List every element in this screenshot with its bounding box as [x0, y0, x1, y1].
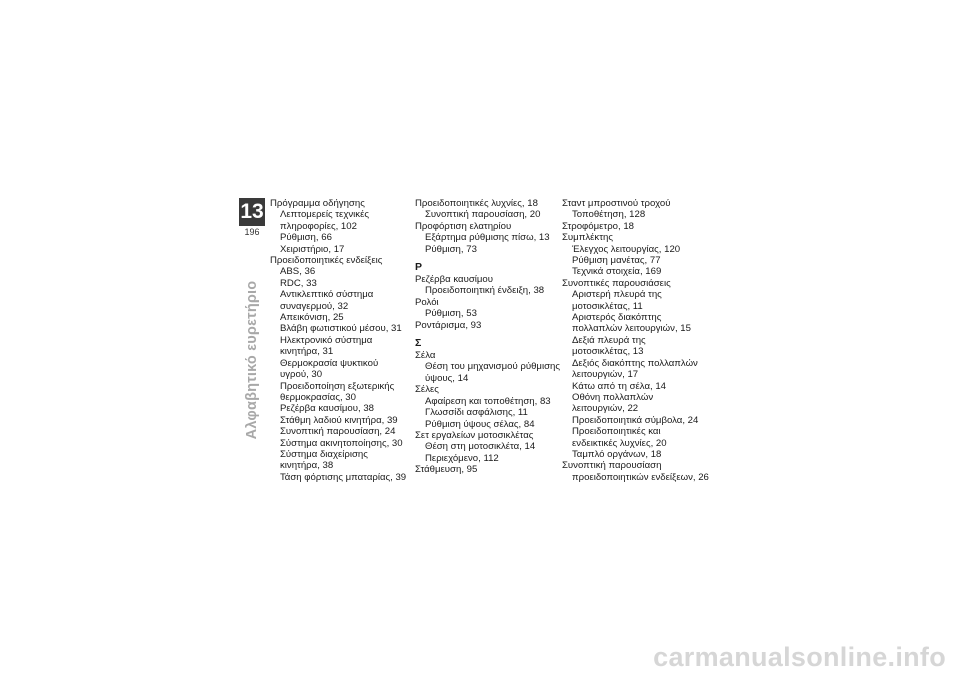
- index-subentry: υγρού, 30: [280, 369, 323, 381]
- index-subentry: Βλάβη φωτιστικού μέσου, 31: [280, 323, 402, 335]
- index-subentry: Θερμοκρασία ψυκτικού: [280, 357, 379, 369]
- index-subentry: Οθόνη πολλαπλών: [572, 391, 654, 403]
- index-subentry: μοτοσικλέτας, 11: [572, 300, 643, 312]
- index-column-2: [415, 198, 565, 476]
- index-subentry: συναγερμού, 32: [280, 300, 349, 312]
- index-subentry: Σύστημα ακινητοποίησης, 30: [280, 437, 403, 449]
- index-subentry: Απεικόνιση, 25: [280, 312, 344, 324]
- index-subentry: Συνοπτική παρουσίαση, 24: [280, 426, 396, 438]
- index-column-3: [562, 198, 722, 483]
- index-entry: Πρόγραμμα οδήγησης: [270, 198, 365, 209]
- index-subentry: Προειδοποιητική ένδειξη, 38: [425, 285, 545, 297]
- index-subentry: Ρύθμιση ύψους σέλας, 84: [425, 418, 535, 430]
- chapter-number: 13: [239, 198, 265, 226]
- index-entry: Ρεζέρβα καυσίμου: [415, 274, 494, 286]
- index-entry: Προειδοποιητικές λυχνίες, 18: [415, 198, 538, 209]
- index-subentry: ABS, 36: [280, 266, 316, 278]
- index-subentry: Δεξιά πλευρά της: [572, 334, 646, 346]
- index-subentry: Προειδοποίηση εξωτερικής: [280, 380, 395, 392]
- index-subentry: Ηλεκτρονικό σύστημα: [280, 334, 373, 346]
- index-entry: Ρολόι: [415, 296, 439, 308]
- index-subentry: Ρεζέρβα καυσίμου, 38: [280, 403, 375, 415]
- index-subentry: Σύστημα διαχείρισης: [280, 448, 368, 460]
- index-subentry: Περιεχόμενο, 112: [425, 452, 499, 464]
- index-entry: Σέλα: [415, 350, 436, 362]
- watermark-link[interactable]: carmanualsonline.info: [653, 642, 946, 672]
- index-subentry: Προειδοποιητικά σύμβολα, 24: [572, 414, 699, 426]
- index-subentry: Λεπτομερείς τεχνικές: [280, 209, 369, 221]
- index-subentry: Αφαίρεση και τοποθέτηση, 83: [425, 395, 551, 407]
- index-subentry: Εξάρτημα ρύθμισης πίσω, 13: [425, 232, 550, 244]
- index-subentry: Χειριστήριο, 17: [280, 243, 345, 255]
- index-subentry: λειτουργιών, 17: [572, 369, 639, 381]
- index-subentry: RDC, 33: [280, 277, 317, 289]
- index-subentry: κινητήρα, 38: [280, 460, 334, 472]
- index-subentry: Αριστερός διακόπτης: [572, 312, 662, 324]
- index-entry: Συνοπτικές παρουσιάσεις: [562, 277, 671, 289]
- index-letter-heading: Ρ: [415, 261, 423, 274]
- index-entry: Σέλες: [415, 384, 439, 396]
- index-subentry: κινητήρα, 31: [280, 346, 334, 358]
- index-subentry: Αντικλεπτικό σύστημα: [280, 289, 374, 301]
- index-subentry: Προειδοποιητικές και: [572, 426, 661, 438]
- index-subentry: Συνοπτική παρουσίαση, 20: [425, 209, 541, 221]
- page-number: 196: [244, 227, 260, 237]
- index-column-1: [270, 198, 410, 483]
- index-subentry: Ταμπλό οργάνων, 18: [572, 448, 662, 460]
- index-entry: Προειδοποιητικές ενδείξεις: [270, 255, 383, 267]
- index-entry: Στάθμευση, 95: [415, 464, 478, 476]
- index-subentry: ενδεικτικές λυχνίες, 20: [572, 437, 667, 449]
- index-subentry: μοτοσικλέτας, 13: [572, 346, 644, 358]
- index-letter-heading: Σ: [415, 337, 422, 350]
- index-entry: Ροντάρισμα, 93: [415, 319, 482, 331]
- index-subentry: Γλωσσίδι ασφάλισης, 11: [425, 407, 528, 419]
- index-subentry: Θέση στη μοτοσικλέτα, 14: [425, 441, 536, 453]
- index-subentry: Ρύθμιση, 73: [425, 243, 477, 255]
- index-subentry: Τάση φόρτισης μπαταρίας, 39: [280, 471, 407, 483]
- index-subentry: Τεχνικά στοιχεία, 169: [572, 266, 662, 278]
- index-subentry: Αριστερή πλευρά της: [572, 289, 662, 301]
- index-subentry: Ρύθμιση, 66: [280, 232, 332, 244]
- index-subentry: Έλεγχος λειτουργίας, 120: [572, 243, 681, 255]
- chapter-title: Αλφαβητικό ευρετήριο: [244, 280, 260, 440]
- index-subentry: Τοποθέτηση, 128: [572, 209, 646, 221]
- index-entry: Στροφόμετρο, 18: [562, 220, 634, 232]
- index-entry: Σετ εργαλείων μοτοσικλέτας: [415, 429, 534, 441]
- index-subentry: Κάτω από τη σέλα, 14: [572, 380, 666, 392]
- index-entry: Συμπλέκτης: [562, 232, 613, 244]
- index-subentry: πολλαπλών λειτουργιών, 15: [572, 323, 691, 335]
- index-subentry: Δεξιός διακόπτης πολλαπλών: [572, 357, 698, 369]
- index-subentry: προειδοποιητικών ενδείξεων, 26: [572, 471, 709, 483]
- chapter-tab: [239, 198, 265, 237]
- index-entry: Προφόρτιση ελατηρίου: [415, 220, 512, 232]
- index-subentry: ύψους, 14: [425, 372, 469, 384]
- index-entry: Συνοπτική παρουσίαση: [562, 460, 662, 472]
- index-subentry: θερμοκρασίας, 30: [280, 391, 356, 403]
- index-subentry: λειτουργιών, 22: [572, 403, 639, 415]
- index-subentry: Στάθμη λαδιού κινητήρα, 39: [280, 414, 398, 426]
- index-subentry: Θέση του μηχανισμού ρύθμισης: [425, 361, 560, 373]
- index-subentry: πληροφορίες, 102: [280, 220, 357, 232]
- index-subentry: Ρύθμιση, 53: [425, 308, 477, 320]
- index-subentry: Ρύθμιση μανέτας, 77: [572, 255, 661, 267]
- index-entry: Σταντ μπροστινού τροχού: [562, 198, 671, 209]
